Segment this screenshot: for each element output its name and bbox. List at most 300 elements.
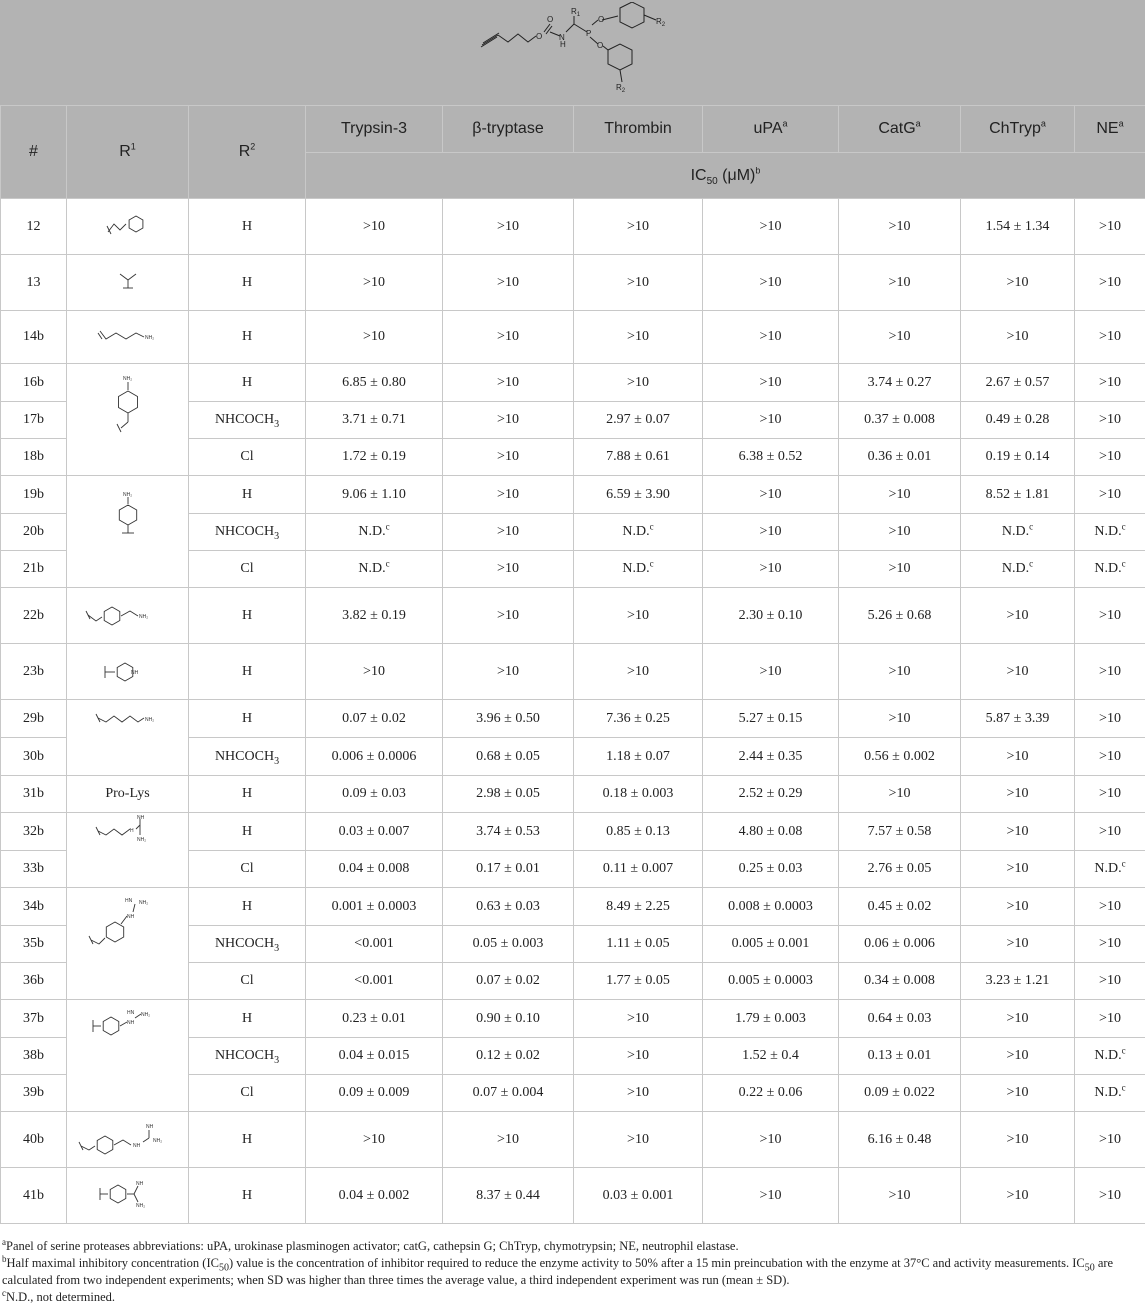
ic50-btryptase-cell: 3.74 ± 0.53 — [443, 813, 574, 851]
col-header-ic50: $IC_{50}$ $(\mu M)^b$ — [306, 153, 1145, 199]
ic50-chtryp-cell: 0.19 ± 0.14 — [961, 439, 1075, 476]
ic50-ne-cell: >10 — [1075, 402, 1145, 439]
ic50-catg-cell: 5.26 ± 0.68 — [839, 588, 961, 644]
ic50-catg-cell: >10 — [839, 551, 961, 588]
ic50-catg-cell: 0.45 ± 0.02 — [839, 888, 961, 926]
ic50-ne-cell: >10 — [1075, 476, 1145, 514]
ic50-ne-cell: >10 — [1075, 311, 1145, 364]
svg-text:NH₂: NH₂ — [136, 837, 146, 843]
ic50-thrombin-cell: 8.49 ± 2.25 — [574, 888, 703, 926]
r1-substituent-cell — [67, 888, 189, 1000]
ic50-btryptase-cell: >10 — [443, 476, 574, 514]
ic50-btryptase-cell: >10 — [443, 514, 574, 551]
table-row — [1, 364, 1145, 402]
r2-substituent-cell: H — [189, 1112, 306, 1168]
ic50-thrombin-cell: >10 — [574, 364, 703, 402]
table-row — [1, 311, 1145, 364]
svg-text:NH₂: NH₂ — [140, 1011, 150, 1018]
r2-substituent-cell: Cl — [189, 1075, 306, 1112]
ic50-btryptase-cell: >10 — [443, 439, 574, 476]
ic50-btryptase-cell: 0.12 ± 0.02 — [443, 1038, 574, 1075]
compound-id-cell: 29b — [1, 700, 67, 738]
table-row — [1, 1168, 1145, 1224]
ic50-trypsin3-cell: 0.001 ± 0.0003 — [306, 888, 443, 926]
ic50-btryptase-cell: 0.07 ± 0.004 — [443, 1075, 574, 1112]
ic50-chtryp-cell: 0.49 ± 0.28 — [961, 402, 1075, 439]
ic50-ne-cell: >10 — [1075, 1168, 1145, 1224]
table-row — [1, 644, 1145, 700]
ic50-trypsin3-cell: <0.001 — [306, 963, 443, 1000]
col-header-catg: CatG$^a$ — [839, 106, 961, 153]
scheme-h: H — [560, 40, 566, 49]
ic50-catg-cell: 0.13 ± 0.01 — [839, 1038, 961, 1075]
table-row — [1, 476, 1145, 514]
r1-structure-guanidinobenzyl — [83, 894, 173, 994]
ic50-ne-cell: >10 — [1075, 888, 1145, 926]
svg-text:NH₂: NH₂ — [144, 335, 154, 341]
ic50-thrombin-cell: 0.18 ± 0.003 — [574, 776, 703, 813]
r1-substituent-cell — [67, 476, 189, 588]
ic50-trypsin3-cell: >10 — [306, 311, 443, 364]
scheme-o-phenoxy-1: O — [598, 15, 605, 24]
ic50-btryptase-cell: 0.05 ± 0.003 — [443, 926, 574, 963]
ic50-trypsin3-cell: 0.04 ± 0.015 — [306, 1038, 443, 1075]
ic50-btryptase-cell: 2.98 ± 0.05 — [443, 776, 574, 813]
ic50-btryptase-cell: 0.68 ± 0.05 — [443, 738, 574, 776]
table-row — [1, 199, 1145, 255]
r1-structure-aminomethylbenzyl — [78, 601, 178, 631]
ic50-btryptase-cell: >10 — [443, 364, 574, 402]
ic50-trypsin3-cell: 0.23 ± 0.01 — [306, 1000, 443, 1038]
compound-id-cell: 33b — [1, 851, 67, 888]
ic50-thrombin-cell: >10 — [574, 1000, 703, 1038]
ic50-trypsin3-cell: N.D.$^c$ — [306, 551, 443, 588]
ic50-chtryp-cell: 1.54 ± 1.34 — [961, 199, 1075, 255]
ic50-ne-cell: N.D.$^c$ — [1075, 514, 1145, 551]
ic50-thrombin-cell: 7.36 ± 0.25 — [574, 700, 703, 738]
r2-substituent-cell: $NHCOCH_3$ — [189, 738, 306, 776]
ic50-chtryp-cell: >10 — [961, 1075, 1075, 1112]
r2-substituent-cell: H — [189, 700, 306, 738]
scheme-header-band — [0, 0, 1145, 106]
ic50-trypsin3-cell: >10 — [306, 1112, 443, 1168]
ic50-btryptase-cell: >10 — [443, 644, 574, 700]
compound-id-cell: 18b — [1, 439, 67, 476]
ic50-thrombin-cell: 1.18 ± 0.07 — [574, 738, 703, 776]
r2-substituent-cell: H — [189, 255, 306, 311]
table-body — [1, 199, 1145, 1224]
ic50-ne-cell: N.D.$^c$ — [1075, 1075, 1145, 1112]
ic50-chtryp-cell: >10 — [961, 813, 1075, 851]
compound-id-cell: 40b — [1, 1112, 67, 1168]
r1-structure-guanidinobutyl — [88, 815, 168, 885]
ic50-thrombin-cell: 7.88 ± 0.61 — [574, 439, 703, 476]
ic50-catg-cell: >10 — [839, 1168, 961, 1224]
scheme-p: P — [586, 29, 592, 38]
r2-substituent-cell: H — [189, 644, 306, 700]
r2-substituent-cell: Cl — [189, 851, 306, 888]
ic50-btryptase-cell: 0.07 ± 0.02 — [443, 963, 574, 1000]
compound-id-cell: 36b — [1, 963, 67, 1000]
svg-text:HN: HN — [126, 1009, 134, 1016]
ic50-trypsin3-cell: 0.04 ± 0.002 — [306, 1168, 443, 1224]
ic50-ne-cell: >10 — [1075, 199, 1145, 255]
r2-substituent-cell: Cl — [189, 963, 306, 1000]
ic50-thrombin-cell: >10 — [574, 1075, 703, 1112]
compound-id-cell: 34b — [1, 888, 67, 926]
ic50-catg-cell: >10 — [839, 514, 961, 551]
ic50-upa-cell: 2.52 ± 0.29 — [703, 776, 839, 813]
ic50-chtryp-cell: >10 — [961, 1168, 1075, 1224]
r2-substituent-cell: H — [189, 588, 306, 644]
r1-substituent-cell — [67, 644, 189, 700]
ic50-catg-cell: >10 — [839, 700, 961, 738]
ic50-btryptase-cell: 0.63 ± 0.03 — [443, 888, 574, 926]
r2-substituent-cell: $NHCOCH_3$ — [189, 926, 306, 963]
table-row — [1, 1112, 1145, 1168]
svg-text:NH: NH — [126, 1019, 134, 1026]
ic50-thrombin-cell: >10 — [574, 199, 703, 255]
ic50-trypsin3-cell: 0.09 ± 0.009 — [306, 1075, 443, 1112]
col-header-trypsin3: Trypsin-3 — [306, 106, 443, 153]
r2-substituent-cell: Cl — [189, 439, 306, 476]
ic50-upa-cell: 4.80 ± 0.08 — [703, 813, 839, 851]
footnote-c: $^c$N.D., not determined. — [2, 1287, 116, 1304]
r1-structure-aminophenyl — [103, 487, 153, 577]
col-header-btryptase: β-tryptase — [443, 106, 574, 153]
ic50-thrombin-cell: 0.03 ± 0.001 — [574, 1168, 703, 1224]
svg-text:NH₂: NH₂ — [152, 1137, 162, 1144]
ic50-chtryp-cell: >10 — [961, 926, 1075, 963]
ic50-thrombin-cell: >10 — [574, 588, 703, 644]
ic50-ne-cell: >10 — [1075, 813, 1145, 851]
ic50-upa-cell: >10 — [703, 255, 839, 311]
ic50-catg-cell: 0.37 ± 0.008 — [839, 402, 961, 439]
ic50-upa-cell: 0.25 ± 0.03 — [703, 851, 839, 888]
r2-substituent-cell: Cl — [189, 551, 306, 588]
ic50-btryptase-cell: >10 — [443, 402, 574, 439]
compound-id-cell: 41b — [1, 1168, 67, 1224]
r2-substituent-cell: H — [189, 199, 306, 255]
ic50-ne-cell: >10 — [1075, 738, 1145, 776]
compound-id-cell: 14b — [1, 311, 67, 364]
ic50-chtryp-cell: >10 — [961, 588, 1075, 644]
compound-id-cell: 35b — [1, 926, 67, 963]
r1-substituent-cell — [67, 1168, 189, 1224]
svg-text:HN: HN — [124, 897, 132, 904]
compound-id-cell: 23b — [1, 644, 67, 700]
ic50-thrombin-cell: 2.97 ± 0.07 — [574, 402, 703, 439]
r1-substituent-cell — [67, 588, 189, 644]
ic50-thrombin-cell: >10 — [574, 1038, 703, 1075]
ic50-catg-cell: 3.74 ± 0.27 — [839, 364, 961, 402]
ic50-ne-cell: >10 — [1075, 364, 1145, 402]
r2-substituent-cell: H — [189, 776, 306, 813]
compound-id-cell: 16b — [1, 364, 67, 402]
ic50-trypsin3-cell: 0.03 ± 0.007 — [306, 813, 443, 851]
ic50-upa-cell: >10 — [703, 364, 839, 402]
r2-substituent-cell: $NHCOCH_3$ — [189, 1038, 306, 1075]
r1-structure-piperidinyl — [93, 657, 163, 687]
ic50-trypsin3-cell: 6.85 ± 0.80 — [306, 364, 443, 402]
ic50-ne-cell: >10 — [1075, 644, 1145, 700]
ic50-ne-cell: >10 — [1075, 255, 1145, 311]
ic50-trypsin3-cell: 9.06 ± 1.10 — [306, 476, 443, 514]
r1-substituent-cell — [67, 1000, 189, 1112]
ic50-upa-cell: >10 — [703, 199, 839, 255]
col-header-chtryp: ChTryp$^a$ — [961, 106, 1075, 153]
compound-id-cell: 39b — [1, 1075, 67, 1112]
ic50-catg-cell: 0.36 ± 0.01 — [839, 439, 961, 476]
ic50-thrombin-cell: N.D.$^c$ — [574, 514, 703, 551]
ic50-ne-cell: >10 — [1075, 963, 1145, 1000]
ic50-upa-cell: 6.38 ± 0.52 — [703, 439, 839, 476]
r2-substituent-cell: H — [189, 1000, 306, 1038]
compound-id-cell: 32b — [1, 813, 67, 851]
ic50-btryptase-cell: >10 — [443, 199, 574, 255]
ic50-chtryp-cell: >10 — [961, 1112, 1075, 1168]
ic50-trypsin3-cell: 0.09 ± 0.03 — [306, 776, 443, 813]
ic50-chtryp-cell: 3.23 ± 1.21 — [961, 963, 1075, 1000]
svg-text:NH₂: NH₂ — [144, 716, 154, 723]
r1-substituent-cell — [67, 311, 189, 364]
r2-substituent-cell: H — [189, 888, 306, 926]
svg-text:NH: NH — [132, 1142, 140, 1149]
compound-id-cell: 17b — [1, 402, 67, 439]
table-row — [1, 700, 1145, 738]
ic50-thrombin-cell: >10 — [574, 644, 703, 700]
svg-text:NH₂: NH₂ — [138, 613, 148, 620]
scheme-o-carbonyl: O — [547, 15, 554, 24]
ic50-chtryp-cell: >10 — [961, 776, 1075, 813]
svg-text:NH₂: NH₂ — [122, 491, 132, 498]
svg-text:NH₂: NH₂ — [135, 1202, 145, 1209]
ic50-chtryp-cell: >10 — [961, 311, 1075, 364]
ic50-btryptase-cell: >10 — [443, 255, 574, 311]
compound-id-cell: 30b — [1, 738, 67, 776]
ic50-upa-cell: >10 — [703, 476, 839, 514]
svg-text:H: H — [129, 828, 134, 834]
col-header-upa: uPA$^a$ — [703, 106, 839, 153]
ic50-thrombin-cell: >10 — [574, 255, 703, 311]
ic50-catg-cell: 0.56 ± 0.002 — [839, 738, 961, 776]
ic50-trypsin3-cell: 0.04 ± 0.008 — [306, 851, 443, 888]
ic50-ne-cell: N.D.$^c$ — [1075, 551, 1145, 588]
ic50-thrombin-cell: N.D.$^c$ — [574, 551, 703, 588]
ic50-ne-cell: >10 — [1075, 588, 1145, 644]
compound-id-cell: 19b — [1, 476, 67, 514]
ic50-thrombin-cell: 6.59 ± 3.90 — [574, 476, 703, 514]
ic50-upa-cell: 1.52 ± 0.4 — [703, 1038, 839, 1075]
ic50-thrombin-cell: 1.11 ± 0.05 — [574, 926, 703, 963]
r2-substituent-cell: H — [189, 1168, 306, 1224]
svg-text:NH: NH — [135, 1180, 143, 1187]
ic50-catg-cell: >10 — [839, 255, 961, 311]
ic50-btryptase-cell: >10 — [443, 551, 574, 588]
ic50-chtryp-cell: >10 — [961, 1038, 1075, 1075]
compound-id-cell: 20b — [1, 514, 67, 551]
ic50-catg-cell: 7.57 ± 0.58 — [839, 813, 961, 851]
r2-substituent-cell: $NHCOCH_3$ — [189, 514, 306, 551]
ic50-upa-cell: >10 — [703, 311, 839, 364]
ic50-chtryp-cell: 2.67 ± 0.57 — [961, 364, 1075, 402]
ic50-chtryp-cell: >10 — [961, 888, 1075, 926]
table-row — [1, 255, 1145, 311]
compound-id-cell: 21b — [1, 551, 67, 588]
ic50-ne-cell: N.D.$^c$ — [1075, 851, 1145, 888]
ic50-chtryp-cell: N.D.$^c$ — [961, 514, 1075, 551]
svg-text:NH: NH — [126, 913, 134, 920]
ic50-chtryp-cell: N.D.$^c$ — [961, 551, 1075, 588]
ic50-trypsin3-cell: 0.07 ± 0.02 — [306, 700, 443, 738]
scheme-o-ester: O — [536, 32, 543, 41]
ic50-catg-cell: 0.06 ± 0.006 — [839, 926, 961, 963]
ic50-upa-cell: 0.005 ± 0.001 — [703, 926, 839, 963]
svg-text:NH: NH — [130, 669, 138, 676]
scheme-r2-top: $R_2$ — [656, 17, 666, 28]
footnotes — [0, 1238, 1142, 1306]
compound-id-cell: 12 — [1, 199, 67, 255]
r1-substituent-cell — [67, 364, 189, 476]
ic50-btryptase-cell: 3.96 ± 0.50 — [443, 700, 574, 738]
ic50-upa-cell: 2.44 ± 0.35 — [703, 738, 839, 776]
ic50-upa-cell: 0.005 ± 0.0003 — [703, 963, 839, 1000]
ic50-btryptase-cell: >10 — [443, 311, 574, 364]
col-header-thrombin: Thrombin — [574, 106, 703, 153]
scheme-n: N — [559, 33, 565, 42]
r1-structure-aminopentyl — [88, 708, 168, 768]
ic50-upa-cell: >10 — [703, 514, 839, 551]
ic50-trypsin3-cell: 3.82 ± 0.19 — [306, 588, 443, 644]
ic50-trypsin3-cell: >10 — [306, 644, 443, 700]
ic50-chtryp-cell: 5.87 ± 3.39 — [961, 700, 1075, 738]
r1-substituent-cell — [67, 813, 189, 888]
ic50-trypsin3-cell: <0.001 — [306, 926, 443, 963]
col-header-ne: $NE^a$ — [1075, 106, 1145, 153]
ic50-trypsin3-cell: 1.72 ± 0.19 — [306, 439, 443, 476]
ic50-trypsin3-cell: N.D.$^c$ — [306, 514, 443, 551]
header-row — [1, 106, 1145, 153]
compound-id-cell: 31b — [1, 776, 67, 813]
r1-structure-aminobenzyl — [103, 370, 153, 470]
compound-id-cell: 13 — [1, 255, 67, 311]
r1-structure-guanidinomethylbenzyl — [73, 1120, 183, 1160]
table-row — [1, 588, 1145, 644]
ic50-ne-cell: N.D.$^c$ — [1075, 1038, 1145, 1075]
r1-structure-aminobutyl — [88, 325, 168, 349]
ic50-upa-cell: 0.22 ± 0.06 — [703, 1075, 839, 1112]
ic50-chtryp-cell: >10 — [961, 644, 1075, 700]
r2-substituent-cell: H — [189, 813, 306, 851]
table-row — [1, 813, 1145, 851]
table-row — [1, 888, 1145, 926]
r1-substituent-cell: Pro-Lys — [67, 776, 189, 813]
ic50-upa-cell: 5.27 ± 0.15 — [703, 700, 839, 738]
ic50-ne-cell: >10 — [1075, 776, 1145, 813]
ic50-trypsin3-cell: >10 — [306, 255, 443, 311]
ic50-thrombin-cell: 0.85 ± 0.13 — [574, 813, 703, 851]
ic50-trypsin3-cell: 0.006 ± 0.0006 — [306, 738, 443, 776]
ic50-ne-cell: >10 — [1075, 1000, 1145, 1038]
ic50-thrombin-cell: >10 — [574, 311, 703, 364]
ic50-btryptase-cell: >10 — [443, 588, 574, 644]
col-header-r2: $R^2$ — [189, 106, 306, 199]
r1-substituent-cell — [67, 1112, 189, 1168]
footnote-b: $^b$Half maximal inhibitory concentration $(IC_{50})$ value is the concentration of inhibitor required to reduce the enzyme activity to 50% after a 15 min preincubation with the enzyme at 37°C and activity measurements. $IC_{50}$ are calculated from two independent experiments; when SD was higher than three times the average value, a third independent experiment was run (mean ± SD). — [2, 1253, 1114, 1287]
scheme-r2-bottom: $R_2$ — [616, 83, 626, 94]
r1-substituent-cell — [67, 700, 189, 776]
r2-substituent-cell: H — [189, 311, 306, 364]
compound-id-cell: 38b — [1, 1038, 67, 1075]
r1-structure-guanidinophenyl — [83, 1006, 173, 1106]
ic50-btryptase-cell: 8.37 ± 0.44 — [443, 1168, 574, 1224]
ic50-chtryp-cell: >10 — [961, 255, 1075, 311]
ic50-upa-cell: >10 — [703, 644, 839, 700]
ic50-chtryp-cell: >10 — [961, 851, 1075, 888]
ic50-catg-cell: 6.16 ± 0.48 — [839, 1112, 961, 1168]
footnote-a: $^a$Panel of serine proteases abbreviations: uPA, urokinase plasminogen activator; catG, cathepsin G; ChTryp, chymotrypsin; NE, neutrophil elastase. — [2, 1236, 739, 1253]
ic50-thrombin-cell: 0.11 ± 0.007 — [574, 851, 703, 888]
ic50-catg-cell: >10 — [839, 311, 961, 364]
ic50-catg-cell: >10 — [839, 476, 961, 514]
scheme-r1: $R_1$ — [571, 7, 581, 18]
ic50-catg-cell: 0.09 ± 0.022 — [839, 1075, 961, 1112]
ic50-upa-cell: >10 — [703, 402, 839, 439]
r1-substituent-cell — [67, 255, 189, 311]
r1-structure-amidinopiperidinyl — [88, 1176, 168, 1216]
ic50-ne-cell: >10 — [1075, 700, 1145, 738]
r2-substituent-cell: H — [189, 476, 306, 514]
ic50-catg-cell: 0.64 ± 0.03 — [839, 1000, 961, 1038]
ic50-btryptase-cell: 0.17 ± 0.01 — [443, 851, 574, 888]
col-header-r1: $R^1$ — [67, 106, 189, 199]
r1-structure-benzyl — [98, 212, 158, 242]
ic50-upa-cell: >10 — [703, 1168, 839, 1224]
compound-id-cell: 37b — [1, 1000, 67, 1038]
svg-text:NH₂: NH₂ — [122, 375, 132, 382]
ic50-catg-cell: 2.76 ± 0.05 — [839, 851, 961, 888]
table-row — [1, 1000, 1145, 1038]
scheme-o-phenoxy-2: O — [597, 41, 604, 50]
ic50-ne-cell: >10 — [1075, 439, 1145, 476]
ic50-btryptase-cell: >10 — [443, 1112, 574, 1168]
ic50-upa-cell: >10 — [703, 551, 839, 588]
ic50-btryptase-cell: 0.90 ± 0.10 — [443, 1000, 574, 1038]
r2-substituent-cell: H — [189, 364, 306, 402]
svg-text:NH: NH — [136, 815, 144, 821]
svg-text:NH₂: NH₂ — [138, 899, 148, 906]
ic50-chtryp-cell: 8.52 ± 1.81 — [961, 476, 1075, 514]
compound-id-cell: 22b — [1, 588, 67, 644]
ic50-catg-cell: >10 — [839, 776, 961, 813]
ic50-thrombin-cell: >10 — [574, 1112, 703, 1168]
ic50-ne-cell: >10 — [1075, 1112, 1145, 1168]
r1-structure-isopropyl — [108, 268, 148, 298]
ic50-upa-cell: 2.30 ± 0.10 — [703, 588, 839, 644]
svg-text:NH: NH — [145, 1123, 153, 1130]
ic50-table — [0, 105, 1145, 1224]
ic50-catg-cell: 0.34 ± 0.008 — [839, 963, 961, 1000]
ic50-trypsin3-cell: 3.71 ± 0.71 — [306, 402, 443, 439]
ic50-catg-cell: >10 — [839, 644, 961, 700]
ic50-ne-cell: >10 — [1075, 926, 1145, 963]
ic50-upa-cell: 0.008 ± 0.0003 — [703, 888, 839, 926]
ic50-chtryp-cell: >10 — [961, 738, 1075, 776]
ic50-chtryp-cell: >10 — [961, 1000, 1075, 1038]
col-header-index: # — [1, 106, 67, 199]
r1-substituent-cell — [67, 199, 189, 255]
r2-substituent-cell: $NHCOCH_3$ — [189, 402, 306, 439]
